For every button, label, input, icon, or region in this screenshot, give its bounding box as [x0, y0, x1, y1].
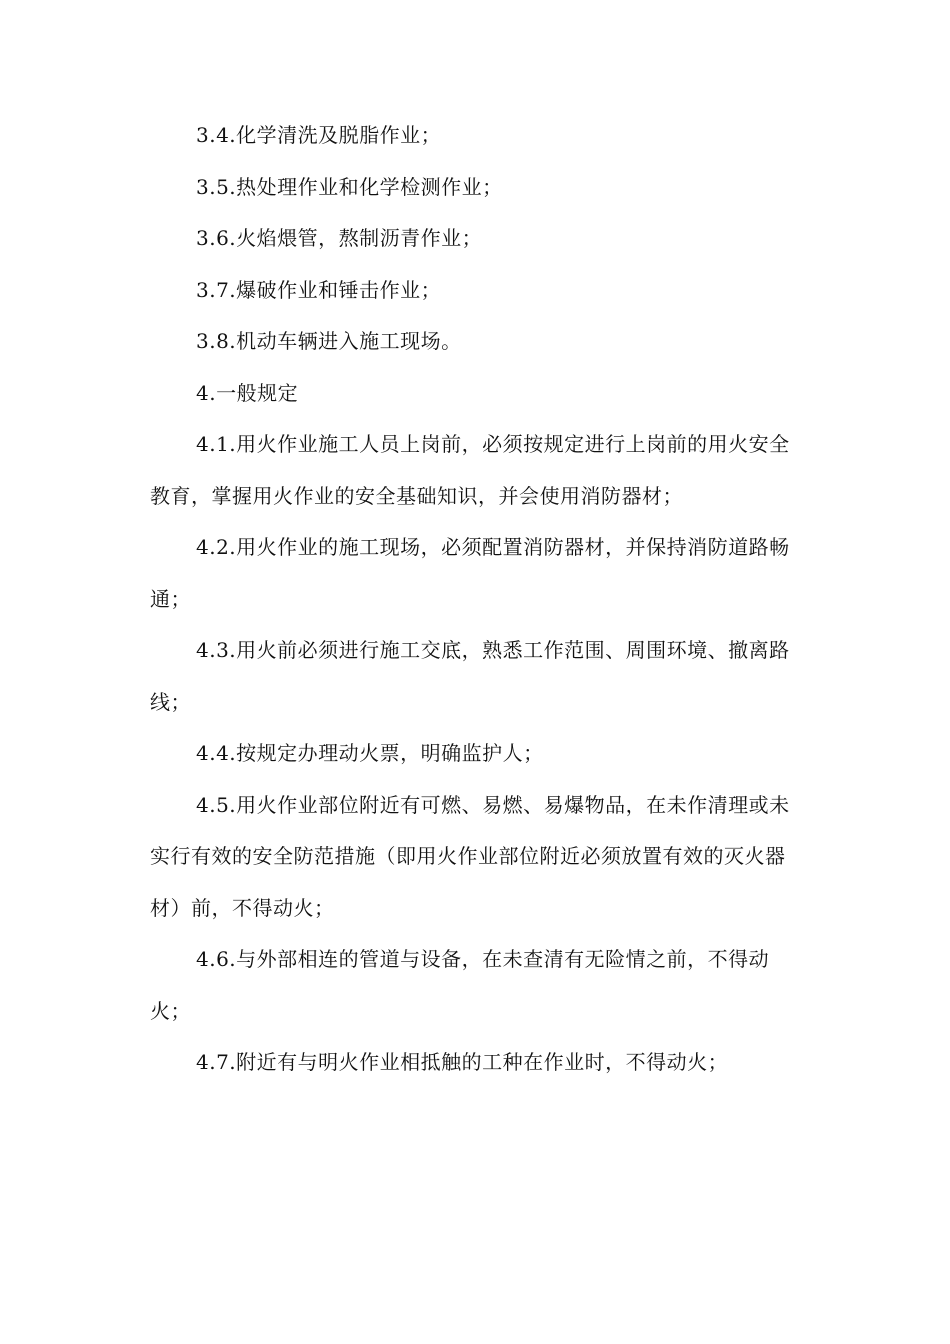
- paragraph-4-7: 4.7.附近有与明火作业相抵触的工种在作业时，不得动火；: [196, 1050, 729, 1074]
- paragraph-4-6: 4.6.与外部相连的管道与设备，在未查清有无险情之前，不得动火；: [150, 947, 770, 1023]
- paragraph-4-2: 4.2.用火作业的施工现场，必须配置消防器材，并保持消防道路畅通；: [150, 535, 790, 611]
- paragraph-4-1: 4.1.用火作业施工人员上岗前，必须按规定进行上岗前的用火安全教育，掌握用火作业的安全基础知识，并会使用消防器材；: [150, 432, 790, 508]
- section-heading-4: 4.一般规定: [196, 380, 299, 405]
- paragraph-3-4: 3.4.化学清洗及脱脂作业；: [196, 123, 442, 147]
- paragraph-4-3: 4.3.用火前必须进行施工交底，熟悉工作范围、周围环境、撤离路线；: [150, 638, 790, 714]
- paragraph-3-5: 3.5.热处理作业和化学检测作业；: [196, 174, 503, 199]
- paragraph-3-6: 3.6.火焰煨管，熬制沥青作业；: [196, 226, 483, 250]
- paragraph-4-5: 4.5.用火作业部位附近有可燃、易燃、易爆物品，在未作清理或未实行有效的安全防范措施（即用火作业部位附近必须放置有效的灭火器材）前，不得动火；: [150, 792, 790, 920]
- document-page: [150, 110, 800, 1089]
- paragraph-3-7: 3.7.爆破作业和锤击作业；: [196, 277, 442, 302]
- paragraph-3-8: 3.8.机动车辆进入施工现场。: [196, 329, 462, 353]
- paragraph-4-4: 4.4.按规定办理动火票，明确监护人；: [196, 741, 544, 765]
